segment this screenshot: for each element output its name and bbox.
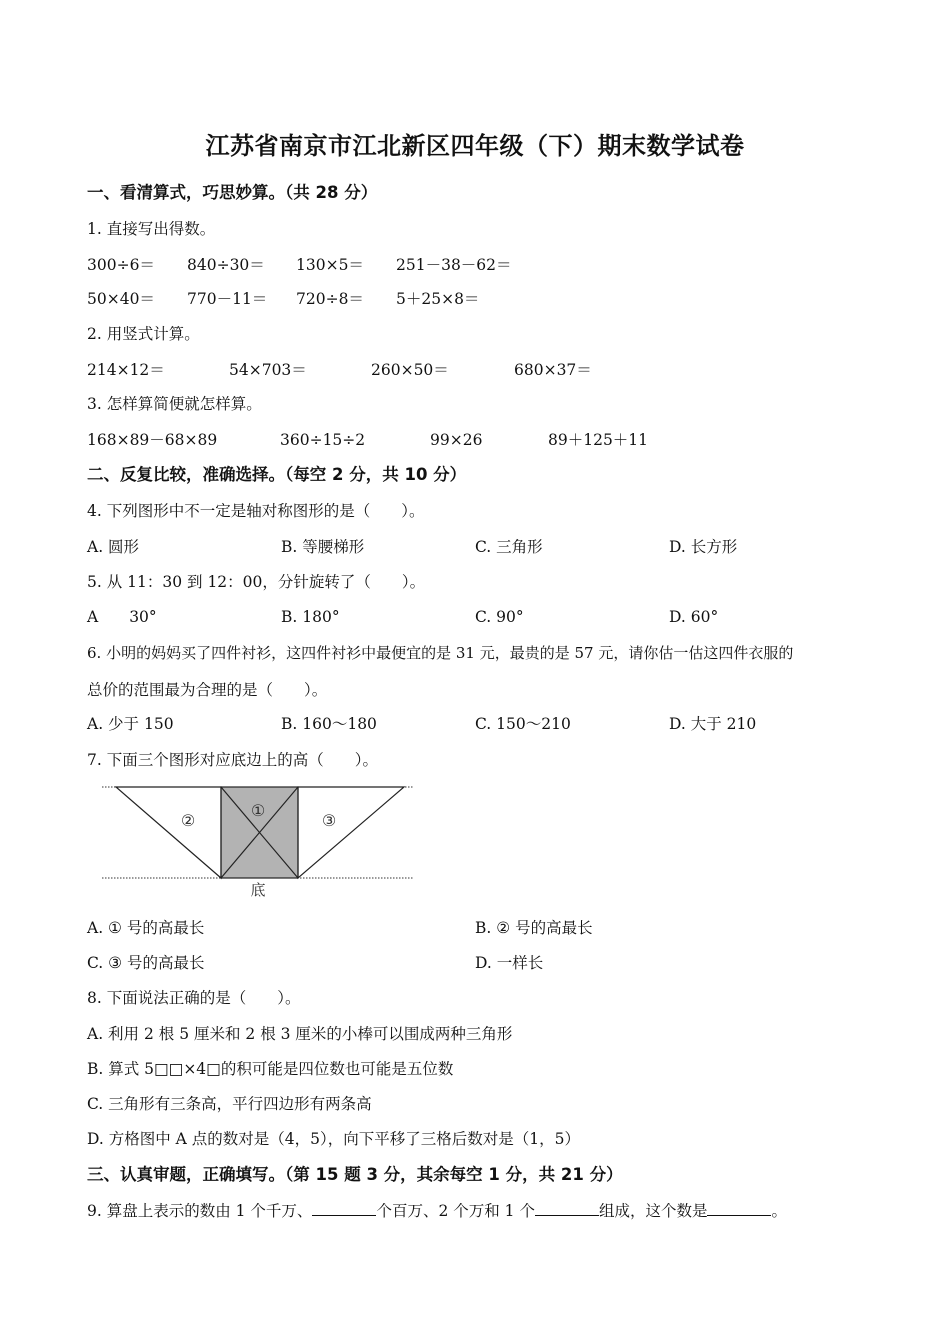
- q6-option-c: C. 150～210: [475, 715, 571, 733]
- q4-option-a: A. 圆形: [87, 538, 140, 556]
- q8-option-d: D. 方格图中 A 点的数对是（4，5），向下平移了三格后数对是（1，5）: [87, 1130, 580, 1148]
- q9-text: 9. 算盘上表示的数由 1 个千万、: [87, 1202, 313, 1220]
- q4-option-c: C. 三角形: [475, 538, 543, 556]
- q7-option-c: C. ③ 号的高最长: [87, 954, 205, 972]
- q4-option-d: D. 长方形: [669, 538, 738, 556]
- q9-text: 组成，这个数是: [598, 1202, 708, 1220]
- label-3: ③: [321, 811, 337, 830]
- q1-expr: 5＋25×8＝: [396, 290, 480, 308]
- q3-expr: 99×26: [430, 431, 483, 449]
- q8-option-c: C. 三角形有三条高，平行四边形有两条高: [87, 1095, 372, 1113]
- q7-option-a: A. ① 号的高最长: [87, 919, 205, 937]
- q6-option-a: A. 少于 150: [87, 715, 174, 733]
- q9-blank-2[interactable]: [535, 1201, 599, 1216]
- q6-option-b: B. 160～180: [281, 715, 377, 733]
- q5-option-a: A 30°: [87, 608, 157, 626]
- q7-figure: [100, 780, 420, 900]
- q3-expr: 168×89－68×89: [87, 431, 218, 449]
- q2-expr: 680×37＝: [514, 361, 592, 379]
- q1-expr: 840÷30＝: [187, 256, 265, 274]
- section-2-heading: 二、反复比较，准确选择。（每空 2 分，共 10 分）: [87, 465, 467, 484]
- q2-expr: 260×50＝: [371, 361, 449, 379]
- q2-expr: 54×703＝: [229, 361, 307, 379]
- q4-option-b: B. 等腰梯形: [281, 538, 365, 556]
- q5-option-b: B. 180°: [281, 608, 340, 626]
- q3-stem: 3. 怎样算简便就怎样算。: [87, 395, 262, 413]
- q8-option-b: B. 算式 5□□×4□的积可能是四位数也可能是五位数: [87, 1060, 454, 1078]
- q7-option-d: D. 一样长: [475, 954, 544, 972]
- base-label: 底: [250, 881, 266, 899]
- q5-option-d: D. 60°: [669, 608, 719, 626]
- q1-expr: 770－11＝: [187, 290, 268, 308]
- q1-expr: 720÷8＝: [296, 290, 364, 308]
- q9-blank-1[interactable]: [312, 1201, 376, 1216]
- q3-expr: 360÷15÷2: [280, 431, 366, 449]
- triangle-shape-2: [116, 787, 221, 878]
- triangle-shape-3: [298, 787, 404, 878]
- label-2: ②: [180, 811, 196, 830]
- q8-option-a: A. 利用 2 根 5 厘米和 2 根 3 厘米的小棒可以围成两种三角形: [87, 1025, 513, 1043]
- q4-stem: 4. 下列图形中不一定是轴对称图形的是（ ）。: [87, 502, 425, 520]
- q1-expr: 130×5＝: [296, 256, 364, 274]
- q1-expr: 50×40＝: [87, 290, 155, 308]
- q6-stem-line2: 总价的范围最为合理的是（ ）。: [87, 681, 328, 699]
- label-1: ①: [250, 801, 266, 820]
- q5-option-c: C. 90°: [475, 608, 524, 626]
- q1-expr: 300÷6＝: [87, 256, 155, 274]
- q3-expr: 89＋125＋11: [548, 431, 649, 449]
- q6-option-d: D. 大于 210: [669, 715, 757, 733]
- section-3-heading: 三、认真审题，正确填写。（第 15 题 3 分，其余每空 1 分，共 21 分）: [87, 1165, 623, 1184]
- q2-expr: 214×12＝: [87, 361, 165, 379]
- q9-blank-3[interactable]: [707, 1201, 771, 1216]
- q7-stem: 7. 下面三个图形对应底边上的高（ ）。: [87, 751, 378, 769]
- section-1-heading: 一、看清算式，巧思妙算。（共 28 分）: [87, 183, 378, 202]
- page-title: 江苏省南京市江北新区四年级（下）期末数学试卷: [205, 132, 745, 160]
- q9-text: 。: [771, 1202, 787, 1220]
- q1-expr: 251－38－62＝: [396, 256, 512, 274]
- q1-stem: 1. 直接写出得数。: [87, 220, 216, 238]
- q8-stem: 8. 下面说法正确的是（ ）。: [87, 989, 301, 1007]
- q2-stem: 2. 用竖式计算。: [87, 325, 200, 343]
- q9-text: 个百万、2 个万和 1 个: [376, 1202, 535, 1220]
- q7-option-b: B. ② 号的高最长: [475, 919, 593, 937]
- q5-stem: 5. 从 11：30 到 12：00，分针旋转了（ ）。: [87, 573, 426, 591]
- q9-stem: [87, 1201, 787, 1221]
- q6-stem-line1: 6. 小明的妈妈买了四件衬衫，这四件衬衫中最便宜的是 31 元，最贵的是 57 元，请你估一估这四件衣服的: [87, 644, 794, 662]
